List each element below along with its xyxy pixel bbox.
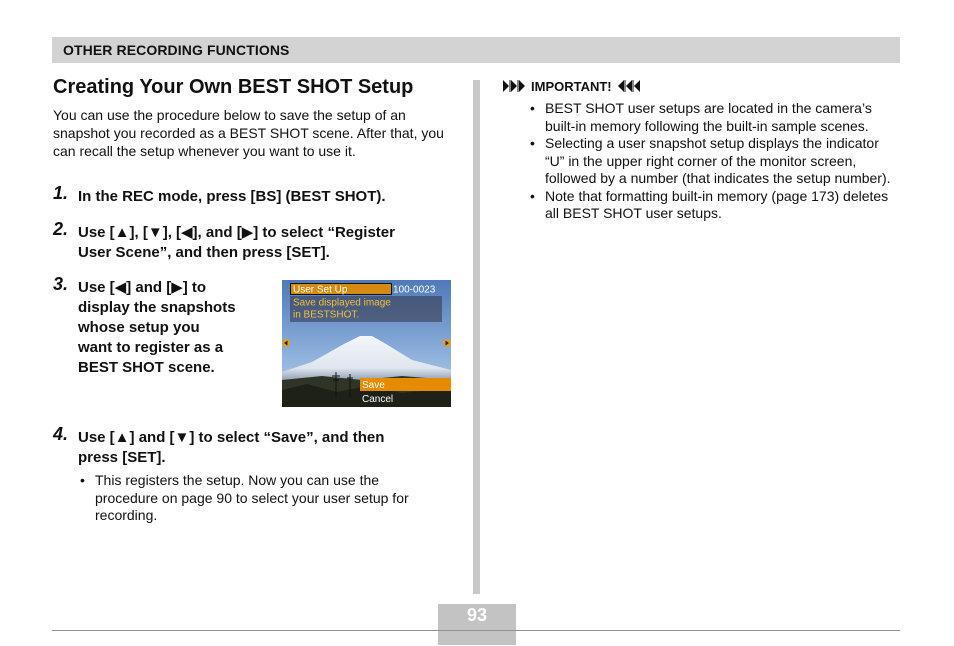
step-number: 2. (53, 219, 69, 239)
bullet: • (530, 135, 535, 151)
bullet: • (80, 472, 85, 488)
screen-message-line-1: Save displayed image (293, 297, 391, 309)
screen-file-number: 100-0023 (393, 284, 436, 296)
step-text-line-2: display the snapshots (78, 299, 236, 316)
intro-paragraph: You can use the procedure below to save the setup of an snapshot you recorded as a BEST SHOT scene. After that, you can recall the setup whenever you want to use it. (53, 107, 444, 159)
important-heading (503, 78, 640, 94)
list-item (528, 188, 900, 223)
menu-cancel: Cancel (362, 394, 394, 405)
important-right-icon (618, 80, 640, 92)
step-text: In the REC mode, press [BS] (BEST SHOT). (78, 188, 386, 205)
list-item-text: Selecting a user snapshot setup displays the indicator “U” in the upper right corner of the monitor screen, followed by a number (that indicates the setup number). (545, 135, 891, 186)
camera-monitor-image (282, 280, 451, 407)
step-text-line-5: BEST SHOT scene. (78, 359, 215, 376)
screen-title: User Set Up (293, 284, 348, 296)
screen-message-line-2: in BESTSHOT. (293, 309, 360, 321)
step-text-line-1: Use [◀] and [▶] to (78, 279, 207, 296)
step-4 (53, 424, 453, 468)
important-list (528, 100, 900, 223)
page-number: 93 (466, 605, 488, 625)
menu-save: Save (362, 380, 385, 391)
step-1 (53, 183, 453, 207)
step-text-line-4: want to register as a (78, 339, 224, 356)
step-text-line-1: Use [▲] and [▼] to select “Save”, and then (78, 429, 385, 446)
step-number: 1. (53, 183, 69, 203)
important-left-icon (503, 80, 525, 92)
monitor-illustration (282, 280, 451, 407)
list-item-text: BEST SHOT user setups are located in the camera’s built-in memory following the built-in sample scenes. (545, 100, 872, 134)
list-item (528, 100, 900, 135)
list-item (78, 472, 443, 525)
step-text-line-1: Use [▲], [▼], [◀], and [▶] to select “Register (78, 224, 395, 241)
step-text-line-2: press [SET]. (78, 449, 166, 466)
list-item-text: This registers the setup. Now you can use the procedure on page 90 to select your user setup for recording. (95, 472, 409, 523)
step-text-line-3: whose setup you (78, 319, 200, 336)
step-number: 3. (53, 274, 69, 294)
important-label: IMPORTANT! (531, 78, 612, 94)
step-text-line-2: User Scene”, and then press [SET]. (78, 244, 330, 261)
footer-rule (52, 630, 900, 631)
step-number: 4. (53, 424, 69, 444)
list-item-text: Note that formatting built-in memory (page 173) deletes all BEST SHOT user setups. (545, 187, 889, 221)
page-title: Creating Your Own BEST SHOT Setup (53, 76, 414, 98)
bullet: • (530, 100, 535, 116)
step-2 (53, 219, 453, 263)
step-3 (53, 274, 263, 378)
bullet: • (530, 187, 535, 204)
list-item (528, 135, 900, 188)
step-4-notes (78, 472, 443, 525)
column-divider (473, 80, 480, 594)
section-header (52, 37, 900, 63)
section-header-label: OTHER RECORDING FUNCTIONS (63, 42, 290, 58)
